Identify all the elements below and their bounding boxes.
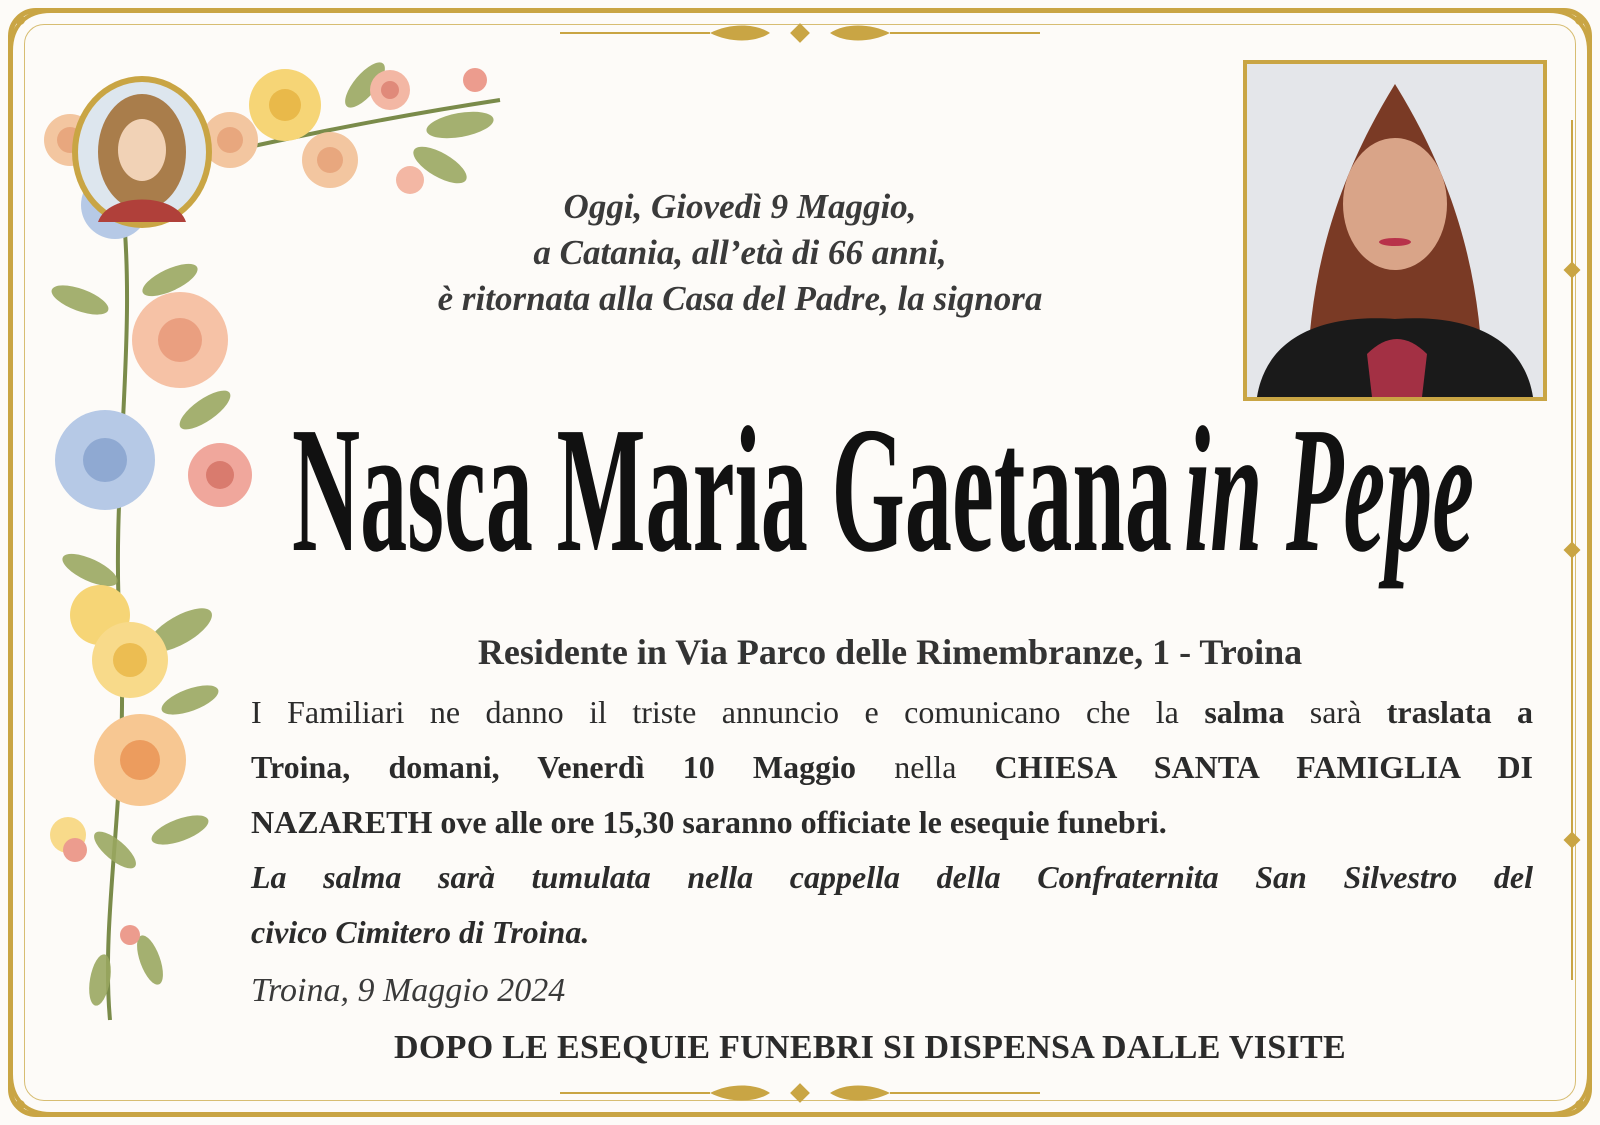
burial-text: La salma sarà tumulata nella cappella della Confraternita San Silvestro del: [251, 859, 1533, 895]
portrait-photo: [1243, 60, 1547, 401]
dateline: Troina, 9 Maggio 2024: [251, 972, 566, 1009]
residence-line: Residente in Via Parco delle Rimembranze, 1 - Troina: [477, 632, 1303, 672]
corner-flourish-icon: [1544, 6, 1594, 56]
announcement-body: [251, 685, 1533, 960]
intro-text: [300, 184, 1180, 322]
deceased-name-text: Nasca Maria Gaetana: [292, 410, 1172, 589]
announcement-text: nella: [856, 749, 995, 785]
virgin-mary-medallion: [68, 72, 216, 232]
burial-text: civico Cimitero di Troina.: [251, 914, 590, 950]
announcement-line-2: [251, 740, 1533, 795]
corner-flourish-icon: [6, 1069, 56, 1119]
bottom-ornament-icon: [560, 1078, 1040, 1108]
intro-line-1: Oggi, Giovedì 9 Maggio,: [563, 187, 917, 226]
announcement-bold: traslata a: [1386, 694, 1534, 730]
portrait-figure-icon: [1247, 64, 1543, 397]
announcement-line-5: [251, 905, 1533, 960]
right-side-ornament-icon: [1562, 120, 1582, 980]
deceased-name: [292, 410, 1532, 610]
deceased-married-name: in Pepe: [1184, 410, 1474, 589]
corner-flourish-icon: [1544, 1069, 1594, 1119]
announcement-bold: CHIESA SANTA FAMIGLIA DI: [994, 749, 1534, 785]
announcement-bold: NAZARETH ove alle ore 15,30 saranno officiate le esequie funebri.: [251, 804, 1167, 840]
announcement-bold: Troina, domani, Venerdì 10 Maggio: [251, 749, 857, 785]
announcement-line-1: [251, 685, 1533, 740]
announcement-text: sarà: [1284, 694, 1387, 730]
intro-line-3: è ritornata alla Casa del Padre, la signora: [437, 279, 1043, 318]
announcement-bold: salma: [1204, 694, 1285, 730]
announcement-line-3: [251, 795, 1533, 850]
no-visits-notice: DOPO LE ESEQUIE FUNEBRI SI DISPENSA DALLE VISITE: [394, 1029, 1346, 1066]
intro-line-2: a Catania, all’età di 66 anni,: [533, 233, 947, 272]
announcement-text: I Familiari ne danno il triste annuncio e comunicano che la: [251, 694, 1205, 730]
announcement-line-4: [251, 850, 1533, 905]
top-ornament-icon: [560, 18, 1040, 48]
